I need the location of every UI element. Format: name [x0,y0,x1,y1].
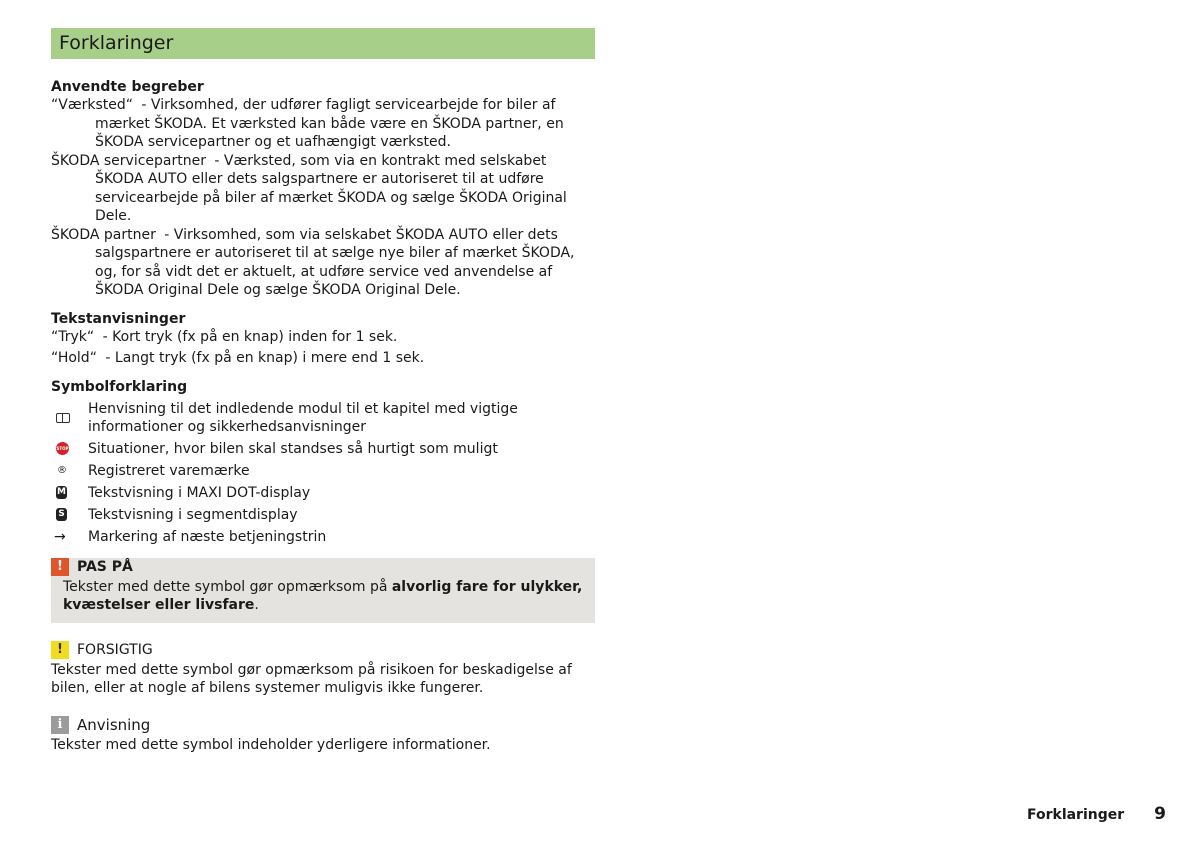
term-text: - Virksomhed, der udfører fagligt servicearbejde for biler af mærket ŠKODA. Et værksted kan både være en ŠKODA partner, en ŠKODA servicepartner og et uafhængigt værksted. [95,97,564,150]
symbol-row [51,440,595,458]
text-instruction-label: “Tryk“ [51,328,95,345]
caution-note [51,641,595,698]
arrow-icon: → [54,528,66,545]
symbol-text: Situationer, hvor bilen skal standses så hurtigt som muligt [88,440,498,457]
symbol-text: Tekstvisning i segmentdisplay [88,506,298,523]
term-text: - Værksted, som via en kontrakt med selskabet ŠKODA AUTO eller dets salgspartnere er autoriseret til at udføre servicearbejde på biler af mærket ŠKODA og sælge ŠKODA Original Dele. [95,152,567,224]
warning-text: Tekster med dette symbol gør opmærksom på alvorlig fare for ulykker, kvæstelser eller livsfare. [63,578,583,613]
term-text: - Virksomhed, som via selskabet ŠKODA AUTO eller dets salgspartnere er autoriseret til at sælge nye biler af mærket ŠKODA, og, for så vidt det er aktuelt, at udføre service ved anvendelse af ŠKODA Original Dele og sælge ŠKODA Original Dele. [95,226,575,298]
text-instruction [51,349,595,368]
maxi-dot-icon: M [57,487,66,497]
page-title: Forklaringer [51,28,595,59]
warning-label: PAS PÅ [77,558,133,575]
symbol-row [51,400,595,436]
symbol-row [51,528,595,546]
info-note [51,716,595,755]
caution-icon: ! [51,641,69,659]
footer-label: Forklaringer [1026,807,1125,823]
term-definition [51,226,595,300]
info-label: Anvisning [77,715,151,734]
page-number: 9 [1154,804,1166,824]
warning-icon: ! [51,558,69,576]
caution-label: FORSIGTIG [77,641,153,658]
text-instructions-heading: Tekstanvisninger [51,310,186,327]
term-definition [51,152,595,226]
term-label: ŠKODA partner [51,226,156,243]
symbol-text: Registreret varemærke [88,462,250,479]
term-label: “Værksted“ [51,97,133,113]
term-definition [51,96,595,152]
symbol-row [51,462,595,480]
caution-text: Tekster med dette symbol gør opmærksom på risikoen for beskadigelse af bilen, eller at nogle af bilens systemer muligvis ikke fungerer. [51,661,572,696]
page-footer [1027,804,1166,824]
symbol-text: Markering af næste betjeningstrin [88,528,327,545]
terms-heading: Anvendte begreber [51,79,204,95]
info-text: Tekster med dette symbol indeholder yderligere informationer. [51,736,491,753]
symbol-text: Tekstvisning i MAXI DOT-display [88,484,311,501]
text-instruction-text: - Kort tryk (fx på en knap) inden for 1 sek. [98,328,398,345]
symbol-text: Henvisning til det indledende modul til et kapitel med vigtige informationer og sikkerhedsanvisninger [88,400,518,435]
symbol-row [51,506,595,524]
book-icon [56,413,70,423]
text-instruction-text: - Langt tryk (fx på en knap) i mere end 1 sek. [100,350,425,366]
info-icon: i [51,716,69,734]
term-label: ŠKODA servicepartner [51,152,206,169]
content-column [51,28,595,754]
registered-icon: ® [57,464,67,476]
text-instruction-label: “Hold“ [51,350,97,366]
symbol-heading: Symbolforklaring [51,378,188,395]
stop-icon: STOP [56,442,69,455]
symbol-row [51,484,595,502]
segment-icon: S [56,508,67,521]
warning-box [51,558,595,623]
text-instruction [51,328,595,347]
